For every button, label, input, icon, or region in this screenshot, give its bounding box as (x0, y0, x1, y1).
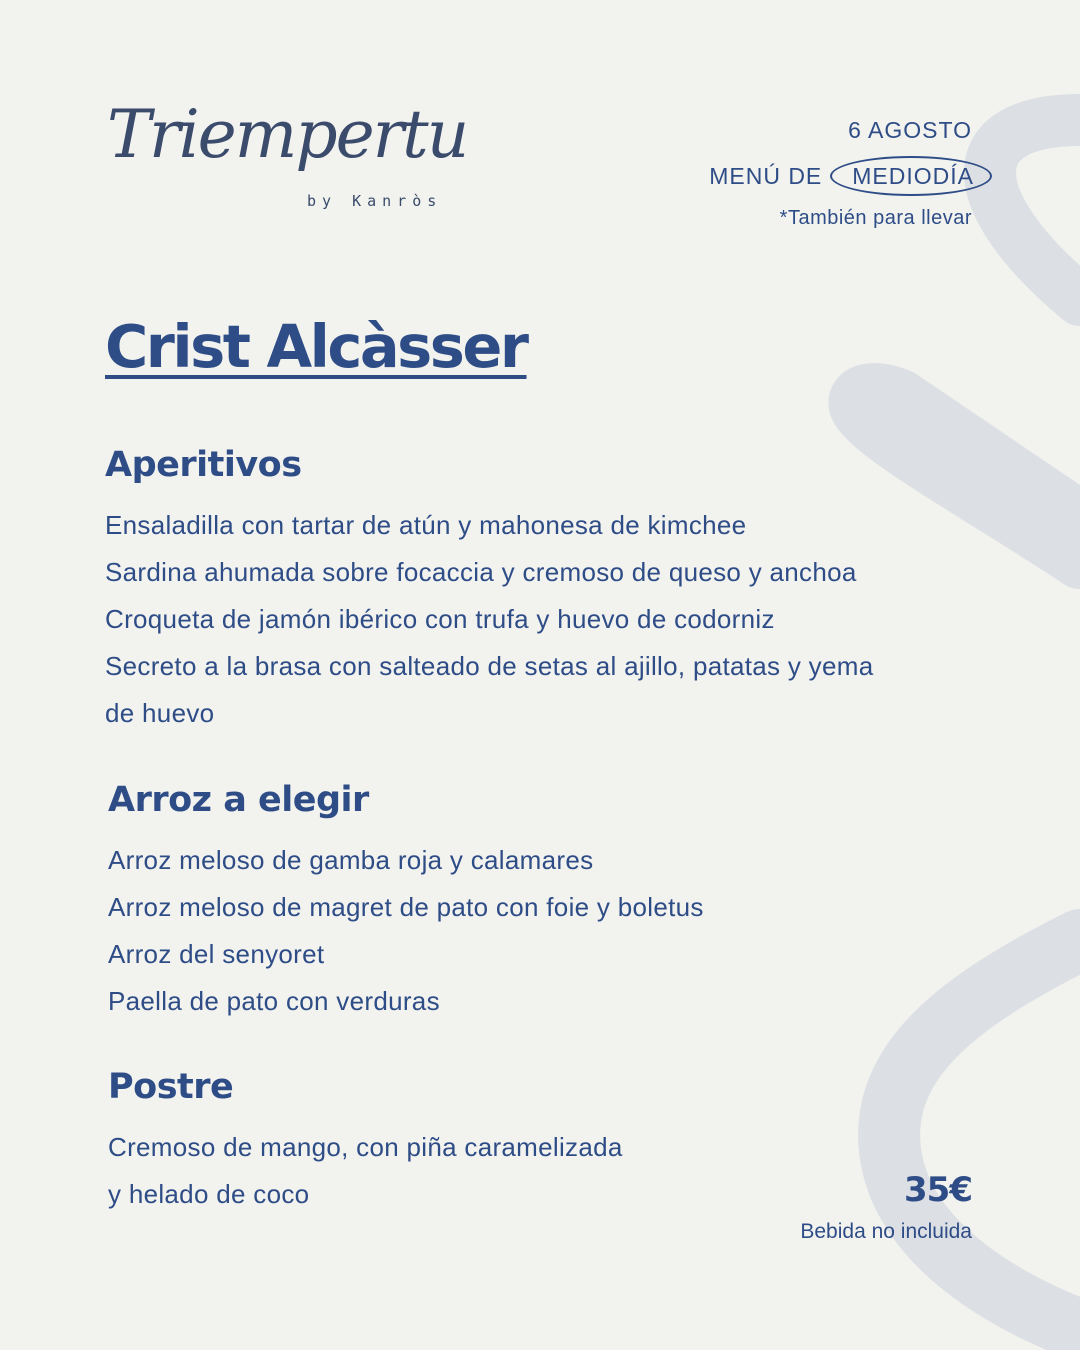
menu-item: Arroz del senyoret (108, 939, 325, 969)
section-aperitivos (105, 444, 873, 737)
menu-prefix: MENÚ DE (709, 163, 823, 189)
menu-date: 6 AGOSTO (848, 117, 972, 143)
menu-item: Paella de pato con verduras (108, 986, 440, 1016)
menu-item: Ensaladilla con tartar de atún y mahonesa de kimchee (105, 510, 747, 540)
menu-item: Arroz meloso de magret de pato con foie y boletus (108, 892, 704, 922)
logo-subtitle: by Kanròs (307, 192, 443, 210)
section-heading: Postre (108, 1067, 234, 1107)
menu-type-badge: MEDIODÍA (830, 156, 992, 196)
price: 35€ (904, 1170, 972, 1210)
logo-script: Triempertu (107, 96, 468, 173)
item-list (108, 1124, 623, 1218)
section-heading: Arroz a elegir (108, 780, 369, 820)
menu-item: Sardina ahumada sobre focaccia y cremoso de queso y anchoa (105, 557, 857, 587)
price-note: Bebida no incluida (800, 1220, 972, 1243)
menu-item: Croqueta de jamón ibérico con trufa y huevo de codorniz (105, 604, 775, 634)
section-postre (108, 1066, 623, 1218)
takeaway-note: *También para llevar (779, 207, 972, 229)
menu-item: de huevo (105, 698, 215, 728)
item-list (105, 502, 873, 737)
menu-type-line (709, 156, 972, 196)
section-heading: Aperitivos (105, 445, 302, 485)
brand-logo (105, 96, 468, 223)
menu-item: Secreto a la brasa con salteado de setas al ajillo, patatas y yema (105, 651, 874, 681)
menu-item: y helado de coco (108, 1179, 310, 1209)
menu-item: Arroz meloso de gamba roja y calamares (108, 845, 594, 875)
page-title: Crist Alcàsser (105, 312, 527, 381)
item-list (108, 837, 704, 1025)
menu-header (709, 116, 972, 231)
section-arroz (108, 779, 704, 1025)
price-box (800, 1168, 972, 1246)
menu-item: Cremoso de mango, con piña caramelizada (108, 1132, 623, 1162)
